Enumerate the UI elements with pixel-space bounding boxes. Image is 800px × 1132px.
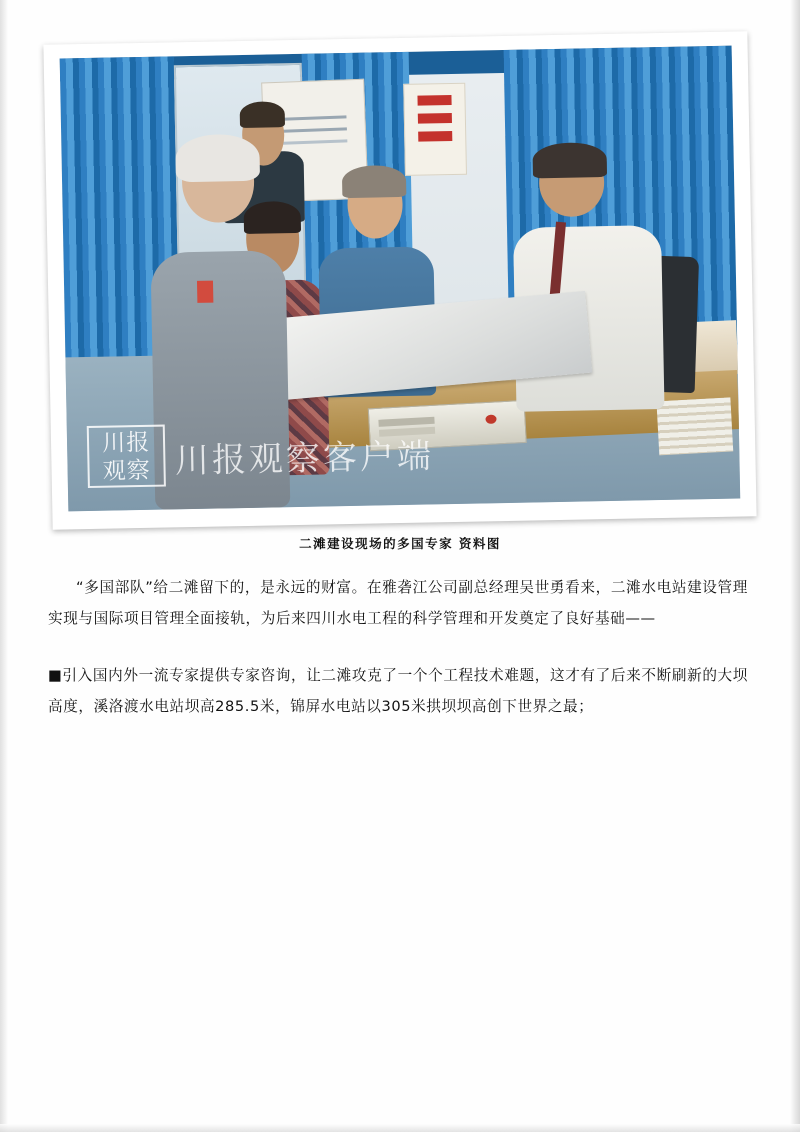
photo-wall-red-sign (403, 82, 467, 176)
article-photo-container (48, 38, 752, 523)
article-body (48, 572, 748, 748)
watermark-seal-line-1: 川报 (101, 430, 151, 458)
watermark-text: 川报观察客户端 (174, 436, 435, 482)
watermark-seal-icon (87, 425, 166, 488)
photo-image (60, 46, 741, 512)
page-edge-shadow-right (790, 0, 800, 1132)
paragraph-1: “多国部队”给二滩留下的，是永远的财富。在雅砻江公司副总经理吴世勇看来，二滩水电站建设管理实现与国际项目管理全面接轨，为后来四川水电工程的科学管理和开发奠定了良好基础—— (48, 579, 748, 627)
photo-caption: 二滩建设现场的多国专家 资料图 (299, 536, 501, 551)
watermark-seal-line-2: 观察 (102, 458, 152, 486)
photo-white-border (43, 31, 756, 529)
page-edge-shadow-bottom (0, 1124, 800, 1132)
photo-stacked-papers (657, 398, 734, 456)
page-edge-shadow-left (0, 0, 8, 1132)
paragraph-2: ■引入国内外一流专家提供专家咨询，让二滩攻克了一个个工程技术难题，这才有了后来不断刷新的大坝高度，溪洛渡水电站坝高285.5米，锦屏水电站以305米拱坝坝高创下世界之最； (48, 667, 748, 715)
